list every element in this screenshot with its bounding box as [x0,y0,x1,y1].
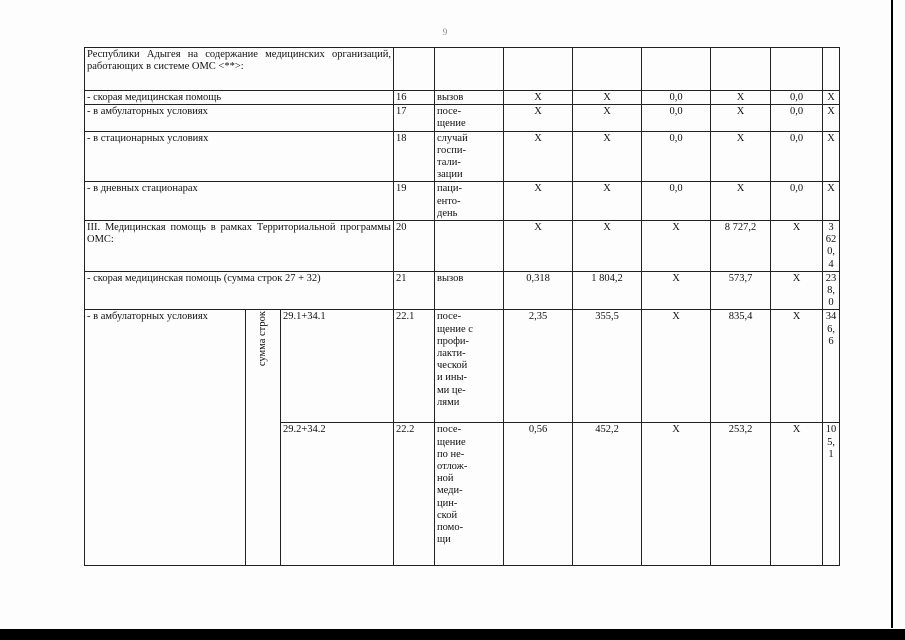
row-label: - скорая медицинская помощь [85,91,394,105]
value-cell [711,48,771,91]
unit-text: вызов [437,92,464,103]
value-cell [504,48,573,91]
value-cell: X [573,182,642,221]
value-cell: 0,0 [771,91,823,105]
value-cell: 355,5 [573,310,642,423]
unit-cell [435,48,504,91]
vertical-label: сумма строк [256,311,268,367]
value-cell: X [823,91,840,105]
unit-text: ной [437,473,454,485]
value-cell: X [642,423,711,566]
table-row [85,182,840,221]
table-row [85,310,840,423]
unit-cell [435,131,504,182]
unit-text: ми це- [437,384,466,396]
value-cell: X [573,221,642,272]
unit-cell [435,271,504,310]
line-cell: 21 [394,271,435,310]
value-cell: 3 620,4 [823,221,840,272]
line-cell: 16 [394,91,435,105]
unit-cell [435,221,504,272]
unit-text: посе- [437,106,462,118]
value-cell: 0,318 [504,271,573,310]
table-row [85,131,840,182]
unit-text: енто- [437,195,461,207]
unit-text: щение с [437,323,473,335]
value-cell: X [573,131,642,182]
vertical-label-cell [246,310,281,566]
value-cell: X [823,131,840,182]
table-row [85,105,840,131]
row-label: - в амбулаторных условиях [85,310,246,566]
value-cell: 0,0 [771,131,823,182]
unit-cell [435,182,504,221]
value-cell: X [573,105,642,131]
unit-text: и ины- [437,372,468,384]
value-cell: X [711,91,771,105]
value-cell: 105,1 [823,423,840,566]
unit-cell [435,423,504,566]
unit-text: зации [437,169,463,181]
value-cell: X [771,310,823,423]
unit-text: помо- [437,522,464,534]
value-cell: X [711,105,771,131]
value-cell: 0,0 [771,182,823,221]
value-cell: 0,0 [642,182,711,221]
line-cell [394,48,435,91]
unit-text: щение [437,436,466,448]
unit-text: паци- [437,183,463,195]
table-row [85,221,840,272]
data-table [84,47,840,566]
row-label: - в стационарных условиях [85,131,394,182]
value-cell: X [504,131,573,182]
unit-text: госпи- [437,144,466,156]
scan-right-edge [891,0,893,628]
value-cell: 346,6 [823,310,840,423]
unit-text: лакти- [437,348,466,360]
unit-text: меди- [437,485,463,497]
value-cell: X [642,271,711,310]
value-cell: 0,0 [642,105,711,131]
row-label: - скорая медицинская помощь (сумма строк 27 + 32) [85,271,394,310]
value-cell [823,48,840,91]
value-cell: X [573,91,642,105]
row-label: Республики Адыгея на содержание медицинских организаций, работающих в системе ОМС <**>: [85,48,394,91]
unit-text: цин- [437,497,458,509]
table-row [85,48,840,91]
unit-text: по не- [437,448,465,460]
line-cell: 19 [394,182,435,221]
value-cell: 8 727,2 [711,221,771,272]
value-cell [642,48,711,91]
line-cell: 18 [394,131,435,182]
unit-text: день [437,207,458,219]
value-cell: X [711,182,771,221]
value-cell: X [771,271,823,310]
value-cell: 0,56 [504,423,573,566]
line-cell: 20 [394,221,435,272]
unit-cell [435,91,504,105]
value-cell: 573,7 [711,271,771,310]
unit-cell [435,310,504,423]
value-cell: 452,2 [573,423,642,566]
value-cell: X [771,423,823,566]
unit-text: ской [437,509,458,521]
value-cell: X [711,131,771,182]
unit-text: вызов [437,272,464,284]
value-cell: X [504,182,573,221]
page-number: 9 [442,27,448,37]
unit-text: лями [437,396,460,408]
row-label: - в дневных стационарах [85,182,394,221]
value-cell: 238,0 [823,271,840,310]
value-cell: 0,0 [771,105,823,131]
value-cell: X [771,221,823,272]
row-label: III. Медицинская помощь в рамках Территориальной программы ОМС: [85,221,394,272]
unit-text: случай [437,132,468,144]
ref-cell: 29.2+34.2 [281,423,394,566]
unit-text: посе- [437,424,462,436]
line-cell: 22.1 [394,310,435,423]
row-label: - в амбулаторных условиях [85,105,394,131]
scan-bottom-edge [0,629,905,640]
value-cell: 0,0 [642,91,711,105]
value-cell: 0,0 [642,131,711,182]
unit-text: посе- [437,311,462,323]
unit-text: щение [437,118,466,130]
unit-cell [435,105,504,131]
value-cell: 2,35 [504,310,573,423]
unit-text: профи- [437,335,470,347]
line-cell: 17 [394,105,435,131]
value-cell: X [504,91,573,105]
unit-text: отлож- [437,461,468,473]
table-row [85,271,840,310]
value-cell: 835,4 [711,310,771,423]
unit-text: ческой [437,360,468,372]
value-cell: X [504,221,573,272]
value-cell [771,48,823,91]
table-row [85,91,840,105]
value-cell: X [504,105,573,131]
unit-text: щи [437,534,451,546]
value-cell: 1 804,2 [573,271,642,310]
value-cell: 253,2 [711,423,771,566]
value-cell [573,48,642,91]
line-cell: 22.2 [394,423,435,566]
value-cell: X [823,182,840,221]
unit-text: тали- [437,157,461,169]
value-cell: X [642,310,711,423]
value-cell: X [823,105,840,131]
value-cell: X [642,221,711,272]
ref-cell: 29.1+34.1 [281,310,394,423]
